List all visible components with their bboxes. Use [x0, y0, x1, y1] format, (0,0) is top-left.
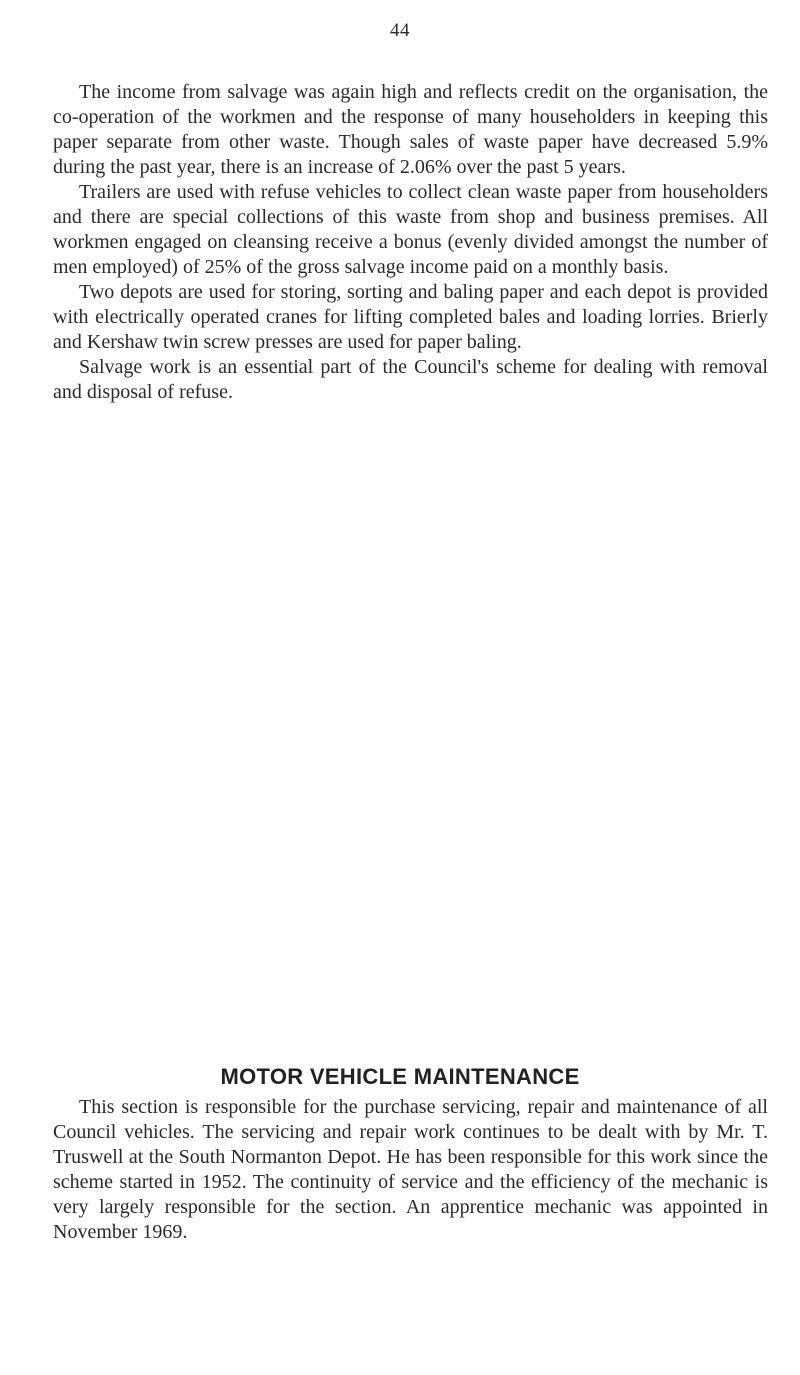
salvage-paragraph-summary: Salvage work is an essential part of the Council's scheme for dealing with removal and disposal of refuse.: [53, 356, 768, 403]
motor-vehicle-maintenance-section: [53, 1095, 768, 1245]
salvage-paragraph-trailers: Trailers are used with refuse vehicles to collect clean waste paper from householders and there are special collections of this waste from shop and business premises. All workmen engaged on cleansing receive a bonus (evenly divided amongst the number of men employed) of 25% of the gross salvage income paid on a monthly basis.: [53, 181, 768, 278]
motor-vehicle-maintenance-paragraph: This section is responsible for the purchase servicing, repair and maintenance of all Council vehicles. The servicing and repair work continues to be dealt with by Mr. T. Truswell at the South Normanton Depot. He has been responsible for this work since the scheme started in 1952. The continuity of service and the efficiency of the mechanic is very largely responsible for the section. An apprentice mechanic was appointed in November 1969.: [53, 1096, 768, 1243]
salvage-paragraph-depots: Two depots are used for storing, sorting and baling paper and each depot is provided with electrically operated cranes for lifting completed bales and loading lorries. Brierly and Kershaw twin screw presses are used for paper baling.: [53, 281, 768, 353]
salvage-paragraph-income: The income from salvage was again high and reflects credit on the organisation, the co-operation of the workmen and the response of many householders in keeping this paper separate from other waste. Though sales of waste paper have decreased 5.9% during the past year, there is an increase of 2.06% over the past 5 years.: [53, 81, 768, 178]
page-number: 44: [390, 20, 410, 41]
salvage-section: [53, 80, 768, 405]
motor-vehicle-maintenance-heading: MOTOR VEHICLE MAINTENANCE: [220, 1064, 580, 1089]
